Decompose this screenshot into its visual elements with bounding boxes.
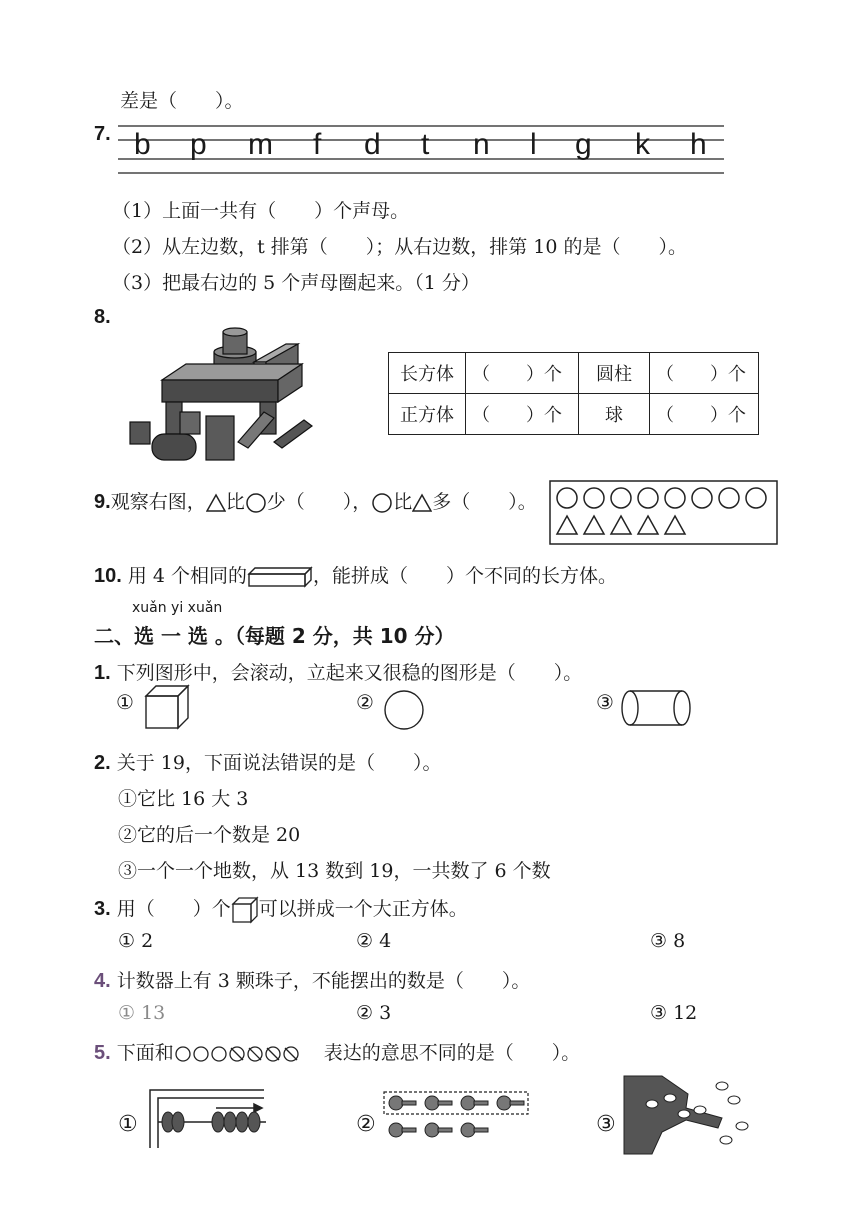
letter-f: f — [313, 128, 322, 161]
letter-g: g — [575, 128, 592, 161]
shapes-box — [549, 480, 779, 546]
q7-number: 7. — [94, 123, 111, 145]
blocks-illustration — [126, 322, 326, 467]
triangle-icon — [206, 493, 226, 513]
circle-icon — [245, 492, 267, 514]
cell-cylinder-blank[interactable]: （ ）个 — [650, 353, 759, 394]
s1-number: 1. — [94, 662, 111, 684]
s2-line — [94, 748, 441, 775]
letter-h: h — [690, 128, 707, 161]
section2-pinyin: xuǎn yi xuǎn — [132, 600, 223, 616]
q7-sub1: （1）上面一共有（ ）个声母。 — [112, 200, 410, 222]
s4-number: 4. — [94, 970, 111, 992]
section2-title: 二、选 一 选 。（每题 2 分，共 10 分） — [94, 624, 455, 648]
q9-line — [94, 487, 537, 514]
s5-option2-label[interactable]: ② — [356, 1112, 376, 1137]
q9-text-4: 比 — [393, 491, 413, 513]
s1-option1-label[interactable]: ① — [116, 690, 134, 714]
keys-picture — [382, 1090, 530, 1146]
letter-b: b — [134, 128, 151, 161]
letter-n: n — [473, 128, 490, 161]
letter-p: p — [190, 128, 207, 161]
q9-text-3: 少（ ）， — [266, 491, 372, 513]
s4-text: 计数器上有 3 颗珠子，不能摆出的数是（ ）。 — [116, 970, 531, 992]
s3-option1[interactable]: ① 2 — [118, 930, 154, 952]
q9-text-5: 多（ ）。 — [432, 491, 537, 513]
letter-l: l — [530, 128, 537, 161]
q8-count-table — [388, 352, 759, 435]
s3-number: 3. — [94, 898, 111, 920]
small-cube-icon — [231, 896, 259, 924]
q10-text-2: ，能拼成（ ）个不同的长方体。 — [313, 565, 618, 587]
s4-option2[interactable]: ② 3 — [356, 1002, 392, 1024]
cell-cuboid-label: 长方体 — [389, 353, 466, 394]
cell-cylinder-label: 圆柱 — [579, 353, 650, 394]
cube-icon — [144, 684, 192, 732]
q7-sub3: （3）把最右边的 5 个声母圈起来。（1 分） — [112, 272, 480, 294]
s1-option3-label[interactable]: ③ — [596, 690, 614, 714]
s5-text-2: 表达的意思不同的是（ ）。 — [323, 1042, 581, 1064]
q7-sub2: （2）从左边数，t 排第（ ）；从右边数，排第 10 的是（ ）。 — [112, 236, 688, 258]
letter-d: d — [364, 128, 381, 161]
q8-number: 8. — [94, 306, 111, 328]
s5-number: 5. — [94, 1042, 111, 1064]
cuboid-icon — [247, 564, 313, 590]
q10-line — [94, 561, 617, 590]
cylinder-icon — [620, 688, 692, 728]
q6-tail: 差是（ ）。 — [120, 90, 244, 112]
cell-cube-label: 正方体 — [389, 394, 466, 435]
letter-k: k — [635, 128, 650, 161]
sphere-icon — [382, 688, 426, 732]
s1-option2-label[interactable]: ② — [356, 690, 374, 714]
s5-line — [94, 1038, 580, 1065]
abacus-picture — [146, 1088, 270, 1150]
s3-option3[interactable]: ③ 8 — [650, 930, 686, 952]
s1-text: 下列图形中，会滚动，立起来又很稳的图形是（ ）。 — [116, 662, 583, 684]
q10-number: 10. — [94, 565, 122, 587]
letter-t: t — [421, 128, 430, 161]
triangle-icon — [412, 493, 432, 513]
s4-option3[interactable]: ③ 12 — [650, 1002, 698, 1024]
q10-text-1: 用 4 个相同的 — [127, 565, 248, 587]
cell-sphere-blank[interactable]: （ ）个 — [650, 394, 759, 435]
s4-line — [94, 966, 530, 993]
s2-option1[interactable]: ①它比 16 大 3 — [118, 788, 249, 810]
s5-option1-label[interactable]: ① — [118, 1112, 138, 1137]
s3-text-1: 用（ ）个 — [116, 898, 231, 920]
q9-text-1: 观察右图， — [110, 491, 206, 513]
q9-text-2: 比 — [225, 491, 245, 513]
s3-line — [94, 894, 468, 924]
s3-option2[interactable]: ② 4 — [356, 930, 392, 952]
s2-text: 关于 19，下面说法错误的是（ ）。 — [116, 752, 442, 774]
s2-option2[interactable]: ②它的后一个数是 20 — [118, 824, 301, 846]
cell-cube-blank[interactable]: （ ）个 — [466, 394, 579, 435]
s2-option3[interactable]: ③一个一个地数，从 13 数到 19，一共数了 6 个数 — [118, 860, 551, 882]
s5-option3-label[interactable]: ③ — [596, 1112, 616, 1137]
s2-number: 2. — [94, 752, 111, 774]
s5-text-1: 下面和 — [116, 1042, 174, 1064]
cell-cuboid-blank[interactable]: （ ）个 — [466, 353, 579, 394]
letter-m: m — [248, 128, 273, 161]
circle-icon — [371, 492, 393, 514]
s1-line — [94, 658, 582, 685]
s4-option1[interactable]: ① 13 — [118, 1002, 166, 1024]
s3-text-2: 可以拼成一个大正方体。 — [258, 898, 468, 920]
q9-number: 9. — [94, 491, 111, 513]
cell-sphere-label: 球 — [579, 394, 650, 435]
birds-on-tree-picture — [622, 1074, 752, 1156]
circles-and-crossed-circles — [174, 1044, 324, 1064]
